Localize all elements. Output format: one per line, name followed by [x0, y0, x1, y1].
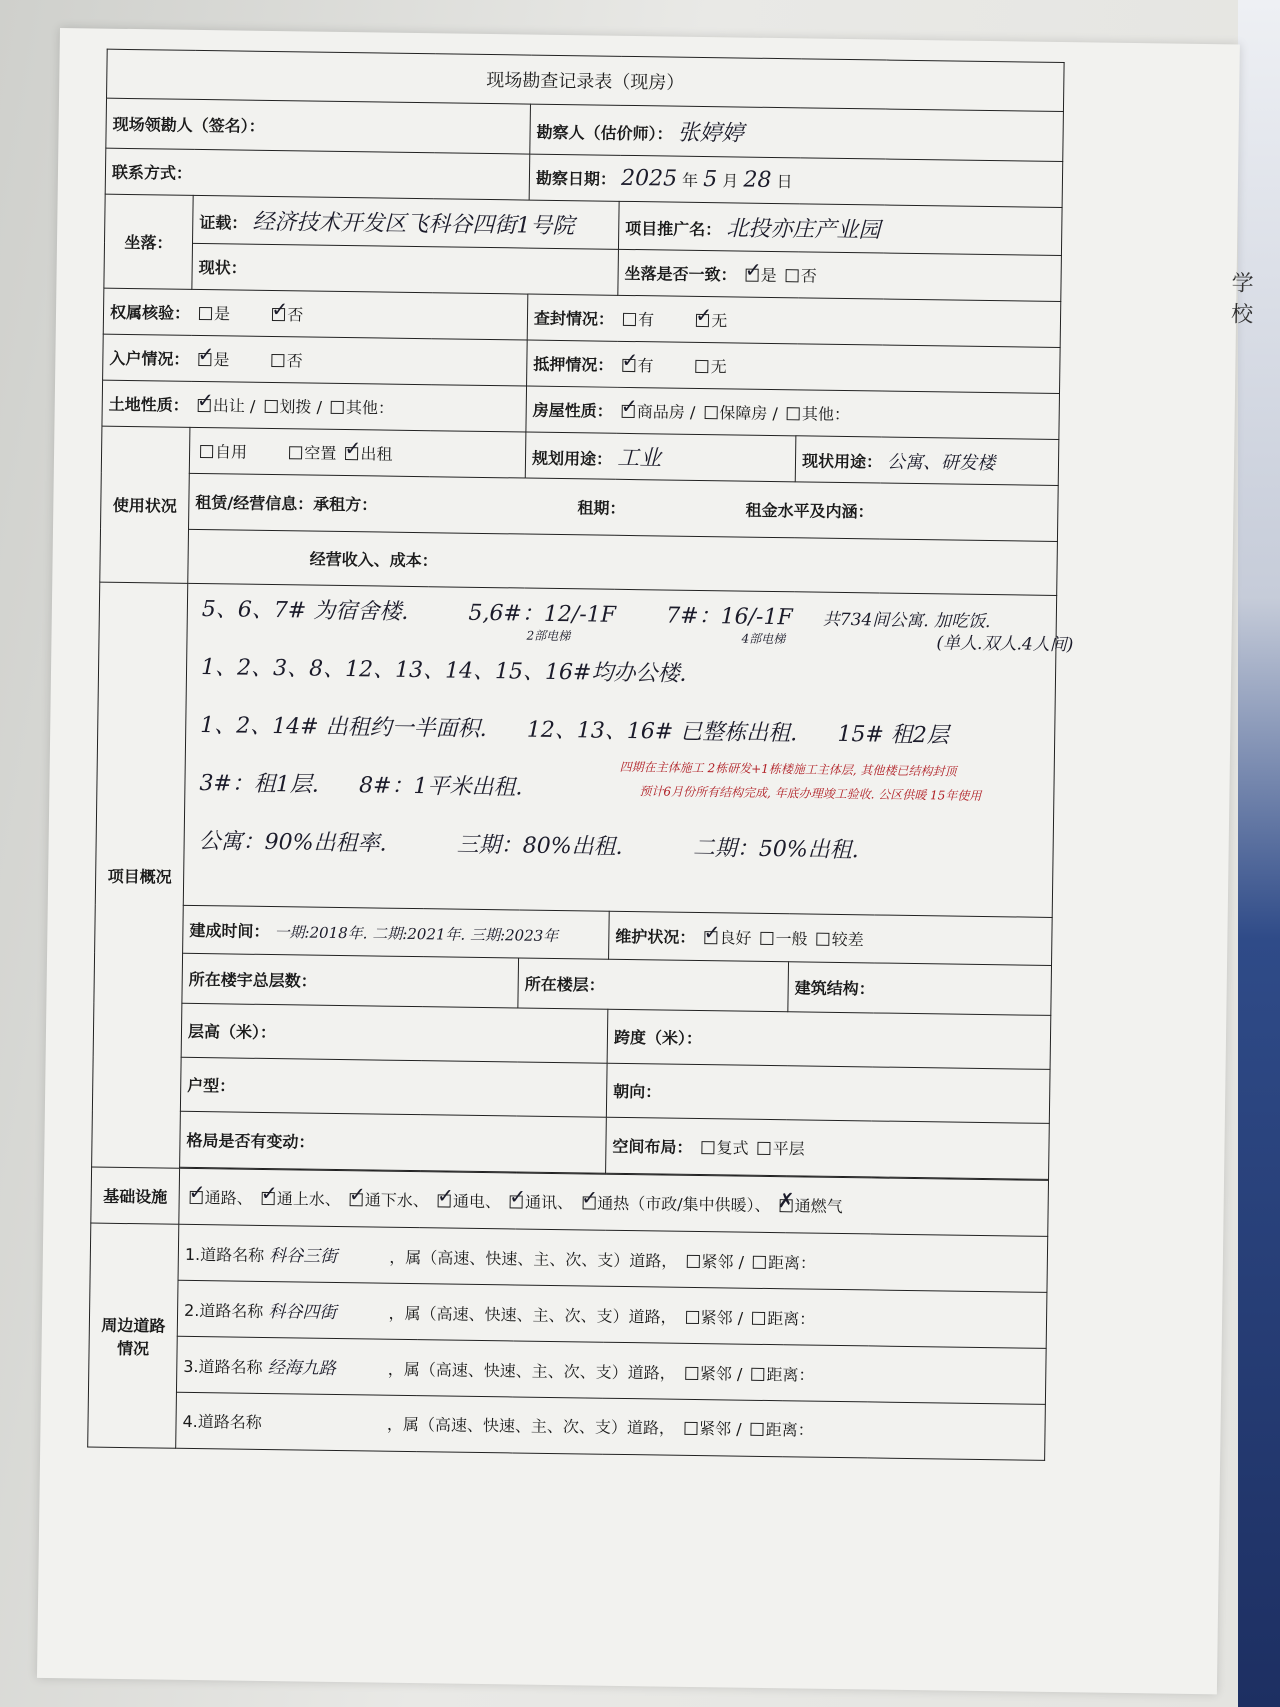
usage-label: 使用状况 — [100, 426, 190, 583]
orientation-cell[interactable] — [606, 1063, 1050, 1123]
infra-heating-checkbox[interactable] — [582, 1196, 595, 1209]
match-no-label: 否 — [800, 266, 817, 286]
road-3-name: 经海九路 — [267, 1358, 336, 1379]
road-row-4[interactable]: 4.道路名称 ，属（高速、快速、主、次、支）道路， 紧邻 / 距离： — [176, 1392, 1046, 1460]
margin-note: 学校 — [1230, 271, 1254, 328]
infra-telecom-checkbox[interactable] — [510, 1195, 523, 1208]
road-4-number: 4. — [182, 1411, 198, 1432]
usage-rent-checkbox[interactable] — [345, 447, 358, 460]
land-other-label: 其他： — [345, 398, 395, 418]
road-4-class: ，属（高速、快速、主、次、支）道路， — [386, 1414, 676, 1438]
current-usage-cell[interactable] — [795, 436, 1059, 486]
rent-level-label: 租金水平及内涵： — [745, 500, 874, 522]
span-label: 跨度（米）： — [613, 1027, 703, 1049]
seal-yes-checkbox[interactable] — [623, 313, 636, 326]
date-day-suffix: 日 — [776, 172, 793, 192]
infra-road-checkbox[interactable] — [190, 1191, 203, 1204]
build-time-label: 建成时间： — [189, 920, 270, 942]
leader-label: 现场领勘人（签名）： — [112, 114, 265, 136]
usage-rent-label: 出租 — [360, 444, 393, 464]
overview-label: 项目概况 — [92, 582, 188, 1168]
infra-drainage-label: 通下水、 — [364, 1190, 430, 1211]
duplex-label: 复式 — [716, 1138, 749, 1158]
match-yes-label: 是 — [760, 265, 777, 286]
land-label: 土地性质： — [108, 394, 189, 415]
infra-heating-label: 通热（市政/集中供暖）、 — [597, 1193, 771, 1216]
usage-vacant-label: 空置 — [304, 443, 337, 463]
road-2-prefix: 道路名称 — [199, 1301, 264, 1321]
infra-label: 基础设施 — [91, 1167, 180, 1224]
plan-usage-cell[interactable] — [525, 432, 796, 482]
road-3-adjacent-label: 紧邻 — [699, 1364, 732, 1384]
mortgage-yes-label: 有 — [637, 356, 654, 376]
floor-cell[interactable] — [518, 958, 789, 1012]
plan-value: 工业 — [616, 445, 662, 472]
dorm-56-elevators: 2部电梯 — [526, 628, 571, 644]
duplex-checkbox[interactable] — [701, 1141, 714, 1154]
apartment-occupancy: 公寓：90%出租率. — [198, 829, 387, 857]
maintenance-label: 维护状况： — [615, 926, 696, 947]
maint-poor-checkbox[interactable] — [817, 933, 830, 946]
cert-address: 经济技术开发区飞科谷四街1号院 — [252, 209, 575, 240]
house-other-checkbox[interactable] — [787, 407, 800, 420]
seal-cell[interactable] — [527, 294, 1061, 347]
phase3-occupancy: 三期：80%出租. — [456, 832, 623, 860]
mortgage-yes-checkbox[interactable] — [622, 359, 635, 372]
road-3-class: ，属（高速、快速、主、次、支）道路， — [387, 1359, 676, 1383]
plan-label: 规划用途： — [531, 448, 613, 469]
house-label: 房屋性质： — [532, 400, 613, 421]
overview-notes[interactable] — [183, 583, 1074, 917]
floor-label: 所在楼层： — [524, 974, 605, 995]
mortgage-no-label: 无 — [710, 357, 727, 377]
road-2-adjacent-label: 紧邻 — [700, 1308, 733, 1328]
ownership-cell[interactable] — [103, 288, 528, 340]
surveyor-signature: 张婷婷 — [677, 120, 744, 147]
space-layout-label: 空间布局： — [612, 1136, 693, 1157]
contact-cell[interactable] — [105, 148, 530, 200]
survey-form — [87, 49, 1074, 1461]
house-affordable-checkbox[interactable] — [704, 406, 717, 419]
current-usage-value: 公寓、研发楼 — [886, 451, 996, 474]
seal-yes-label: 有 — [637, 310, 655, 330]
road-1-adjacent-label: 紧邻 — [701, 1252, 734, 1272]
structure-label: 建筑结构： — [794, 978, 875, 999]
overview-line-5 — [198, 824, 1039, 894]
floor-height-cell[interactable] — [181, 1003, 608, 1063]
build-time-cell[interactable] — [183, 905, 610, 959]
status-label: 现状： — [198, 257, 247, 278]
infra-water-supply-checkbox[interactable] — [262, 1192, 275, 1205]
contact-label: 联系方式： — [111, 162, 193, 183]
road-3-distance-checkbox[interactable] — [751, 1368, 764, 1381]
house-other-label: 其他： — [801, 404, 851, 425]
dorm-7-elevators: 4部电梯 — [741, 631, 786, 647]
surveyor-label: 勘察人（估价师）： — [536, 122, 673, 144]
current-usage-label: 现状用途： — [801, 450, 883, 472]
match-no-checkbox[interactable] — [786, 269, 799, 282]
location-match-cell[interactable] — [618, 249, 1062, 301]
house-affordable-label: 保障房 — [719, 403, 768, 423]
road-2-adjacent-checkbox[interactable] — [686, 1311, 699, 1324]
entry-no-label: 否 — [286, 351, 303, 371]
room-types-note: (单人.双人.4人间) — [936, 633, 1074, 656]
road-1-number: 1. — [184, 1244, 201, 1265]
dorm-7-floors: 7#：16/-1F — [666, 603, 793, 631]
land-grant-label: 出让 — [212, 396, 245, 416]
maint-good-label: 良好 — [719, 928, 752, 948]
road-1-class: ，属（高速、快速、主、次、支）道路， — [389, 1247, 678, 1271]
road-1-prefix: 道路名称 — [200, 1245, 265, 1265]
land-allocate-label: 划拨 — [279, 397, 312, 417]
match-label: 坐落是否一致： — [624, 263, 737, 285]
seal-label: 查封情况： — [533, 308, 615, 329]
road-2-class: ，属（高速、快速、主、次、支）道路， — [388, 1303, 677, 1327]
house-commercial-checkbox[interactable] — [622, 405, 635, 418]
land-allocate-checkbox[interactable] — [264, 400, 277, 413]
match-yes-checkbox[interactable] — [746, 269, 759, 282]
floor-height-label: 层高（米）： — [187, 1021, 277, 1043]
seal-no-checkbox[interactable] — [696, 314, 709, 327]
road-4-distance-label: 距离： — [765, 1419, 814, 1440]
project-name: 北投亦庄产业园 — [726, 216, 881, 244]
maint-good-checkbox[interactable] — [704, 931, 717, 944]
layout-change-label: 格局是否有变动： — [186, 1130, 315, 1152]
surveyor-cell[interactable] — [530, 104, 1064, 161]
unit-type-label: 户型： — [187, 1075, 236, 1096]
dorm-56-floors: 5,6#：12/-1F — [468, 600, 617, 628]
ownership-yes-label: 是 — [214, 304, 231, 324]
usage-self-label: 自用 — [214, 442, 248, 462]
ownership-yes-checkbox[interactable] — [199, 307, 212, 320]
project-label: 项目推广名： — [625, 218, 722, 240]
form-title: 现场勘查记录表（现房） — [107, 49, 1065, 111]
completion-forecast-note: 预计6月份所有结构完成, 年底办理竣工验收. 公区供暖 15年使用 — [639, 784, 982, 803]
phase4-construction-note: 四期在主体施工 2栋研发+1栋楼施工主体层, 其他楼已结构封顶 — [619, 759, 957, 779]
date-cell[interactable] — [529, 154, 1063, 207]
infra-gas-checkbox[interactable] — [780, 1199, 793, 1212]
infra-road-label: 通路、 — [204, 1188, 253, 1208]
entry-cell[interactable] — [103, 334, 528, 386]
date-label: 勘察日期： — [535, 168, 617, 189]
road-row-2[interactable]: 2.道路名称 科谷四街 ，属（高速、快速、主、次、支）道路， 紧邻 / 距离： — [177, 1280, 1047, 1348]
infra-power-checkbox[interactable] — [438, 1194, 451, 1207]
phase2-occupancy: 二期：50%出租. — [692, 835, 859, 864]
infra-power-label: 通电、 — [452, 1191, 502, 1212]
date-year: 2025 — [620, 165, 678, 192]
land-other-checkbox[interactable] — [331, 401, 344, 414]
road-4-prefix: 道路名称 — [197, 1412, 262, 1432]
build-time-value: 一期:2018年. 二期:2021年. 三期:2023年 — [274, 923, 559, 946]
seal-no-label: 无 — [711, 311, 728, 331]
mortgage-no-checkbox[interactable] — [696, 360, 709, 373]
survey-form-sheet — [37, 28, 1254, 1694]
date-day: 28 — [743, 167, 772, 193]
flat-label: 平层 — [772, 1139, 805, 1159]
unit-type-cell[interactable] — [180, 1057, 607, 1117]
building-15-note: 15# 租2层 — [837, 721, 950, 749]
background-edge — [1238, 0, 1280, 1707]
road-row-3[interactable]: 3.道路名称 经海九路 ，属（高速、快速、主、次、支）道路， 紧邻 / 距离： — [176, 1336, 1046, 1404]
mortgage-label: 抵押情况： — [533, 354, 614, 375]
roads-label — [88, 1223, 179, 1448]
infra-water-supply-label: 通上水、 — [276, 1189, 341, 1210]
flat-checkbox[interactable] — [758, 1142, 771, 1155]
fully-rented-note: 12、13、16# 已整栋出租. — [526, 717, 798, 747]
space-layout-cell[interactable] — [606, 1117, 1050, 1179]
lease-label: 租赁/经营信息：承租方： — [195, 492, 378, 515]
entry-yes-checkbox[interactable] — [198, 353, 211, 366]
building-3-note: 3#：租1层. — [199, 771, 320, 798]
road-4-adjacent-label: 紧邻 — [698, 1419, 732, 1439]
road-2-distance-checkbox[interactable] — [752, 1312, 765, 1325]
apartment-count-note: 共734间公寓. 加吃饭. — [822, 609, 991, 633]
project-name-cell[interactable] — [618, 201, 1062, 255]
road-2-distance-label: 距离： — [767, 1309, 816, 1329]
ownership-no-checkbox[interactable] — [272, 308, 285, 321]
road-3-number: 3. — [183, 1356, 199, 1377]
road-3-prefix: 道路名称 — [198, 1357, 263, 1377]
maint-fair-label: 一般 — [775, 929, 808, 949]
mortgage-cell[interactable] — [527, 340, 1061, 393]
entry-no-checkbox[interactable] — [272, 354, 285, 367]
office-buildings-note: 1、2、3、8、12、13、14、15、16#均办公楼. — [200, 655, 687, 687]
ownership-label: 权属核验： — [109, 302, 191, 323]
infra-drainage-checkbox[interactable] — [350, 1193, 363, 1206]
entry-yes-label: 是 — [213, 350, 230, 370]
road-row-1[interactable]: 1.道路名称 科谷三街 ，属（高速、快速、主、次、支）道路， 紧邻 / 距离： — [178, 1224, 1048, 1292]
maint-poor-label: 较差 — [831, 929, 864, 950]
half-rented-note: 1、2、14# 出租约一半面积. — [200, 713, 487, 743]
road-2-name: 科谷四街 — [268, 1302, 337, 1323]
location-label: 坐落： — [104, 194, 193, 289]
term-label: 租期： — [577, 498, 626, 518]
road-3-adjacent-checkbox[interactable] — [685, 1367, 698, 1380]
roads-label-line1: 周边道路 — [101, 1315, 166, 1336]
cert-address-cell[interactable] — [193, 195, 620, 249]
income-label: 经营收入、成本： — [309, 549, 438, 571]
current-status-cell[interactable] — [192, 243, 619, 295]
building-8-note: 8#：1平米出租. — [358, 773, 523, 801]
usage-options-cell[interactable] — [189, 427, 526, 478]
maintenance-cell[interactable] — [609, 911, 1053, 965]
structure-cell[interactable] — [788, 962, 1052, 1016]
entry-label: 入户情况： — [109, 348, 190, 369]
span-cell[interactable] — [607, 1009, 1051, 1069]
land-grant-checkbox[interactable] — [198, 399, 211, 412]
road-1-adjacent-checkbox[interactable] — [686, 1255, 699, 1268]
usage-vacant-checkbox[interactable] — [289, 446, 302, 459]
dorm-buildings-note: 5、6、7# 为宿舍楼. — [201, 597, 409, 625]
maint-fair-checkbox[interactable] — [760, 932, 773, 945]
house-commercial-label: 商品房 — [636, 402, 685, 422]
road-4-distance-checkbox[interactable] — [751, 1423, 764, 1436]
road-3-distance-label: 距离： — [766, 1364, 815, 1385]
infra-gas-label: 通燃气 — [794, 1196, 843, 1217]
road-1-name: 科谷三街 — [269, 1246, 338, 1267]
total-floors-cell[interactable] — [182, 953, 519, 1008]
road-1-distance-checkbox[interactable] — [753, 1256, 766, 1269]
date-month-suffix: 月 — [722, 171, 739, 191]
layout-change-cell[interactable] — [180, 1111, 607, 1173]
road-4-adjacent-checkbox[interactable] — [684, 1422, 697, 1435]
total-floors-label: 所在楼宇总层数： — [188, 969, 317, 991]
road-1-distance-label: 距离： — [767, 1253, 817, 1273]
roads-label-line2: 情况 — [116, 1338, 150, 1358]
usage-self-checkbox[interactable] — [200, 445, 213, 458]
road-2-number: 2. — [183, 1300, 200, 1321]
ownership-no-label: 否 — [287, 305, 304, 325]
cert-label: 证载： — [199, 212, 248, 233]
leader-cell[interactable] — [106, 98, 531, 154]
land-nature-cell[interactable]: 土地性质： ✓ 出让 / 划拨 / 其他： — [102, 380, 527, 432]
road-4-name — [267, 1428, 382, 1430]
orientation-label: 朝向： — [613, 1081, 662, 1102]
house-nature-cell[interactable]: 房屋性质： ✓ 商品房 / 保障房 / 其他： — [526, 386, 1060, 439]
date-year-suffix: 年 — [682, 170, 699, 190]
date-month: 5 — [703, 166, 718, 193]
infra-telecom-label: 通讯、 — [524, 1192, 574, 1213]
